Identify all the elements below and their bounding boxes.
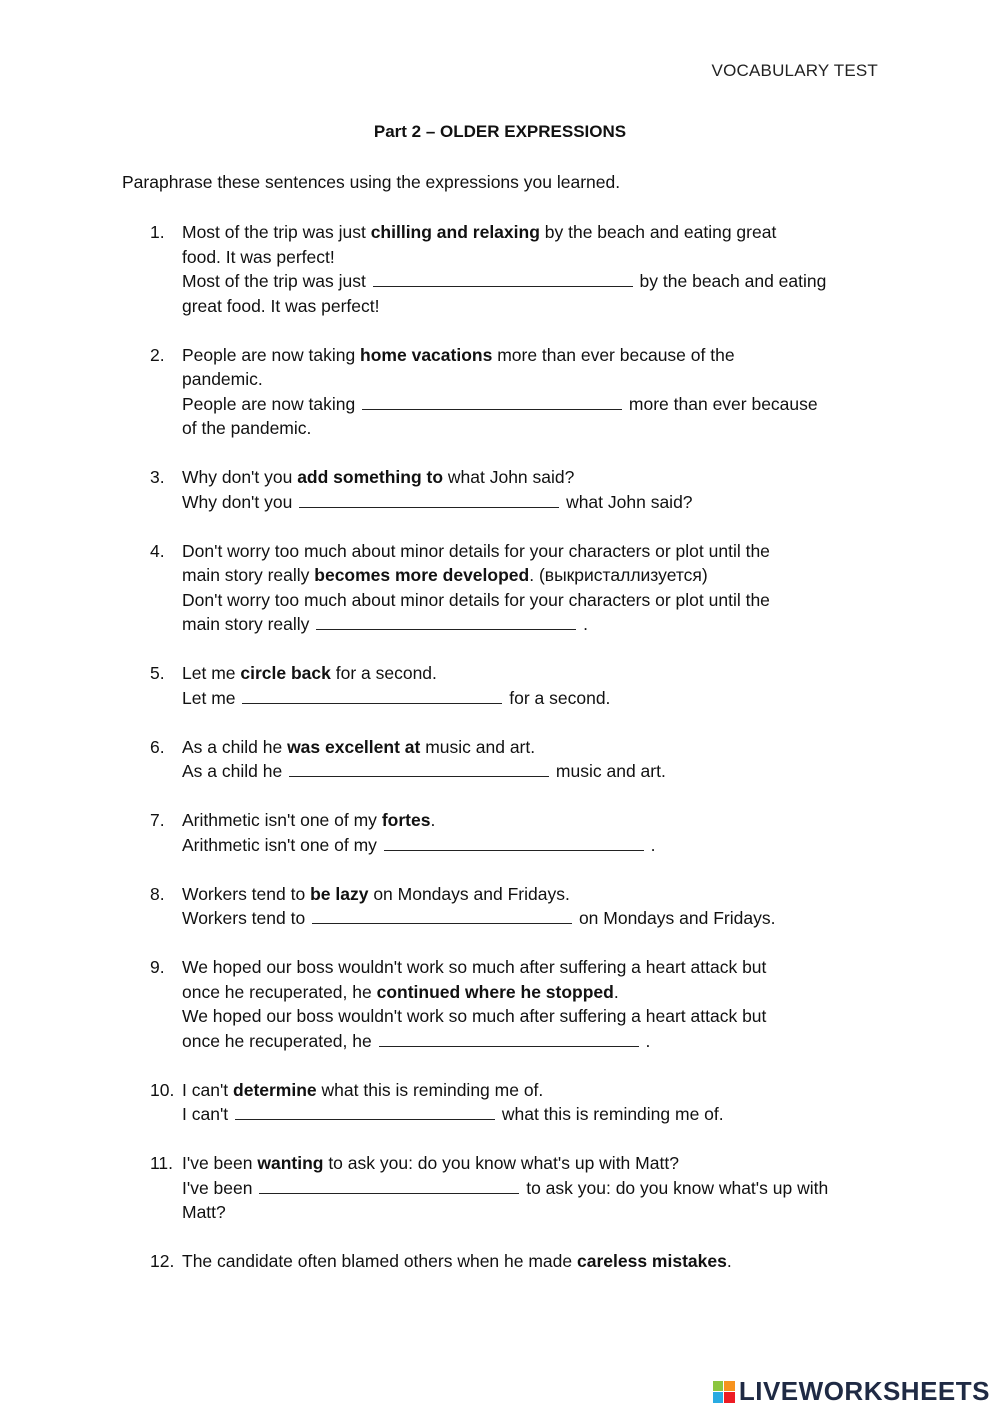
rewrite-text: Let me xyxy=(182,687,241,708)
rewrite-text: Matt? xyxy=(182,1202,226,1222)
original-text: . xyxy=(430,810,436,830)
rewrite-text: what John said? xyxy=(561,491,693,512)
rewrite-text: what this is reminding me of. xyxy=(497,1104,724,1124)
test-label: VOCABULARY TEST xyxy=(711,61,878,80)
instructions: Paraphrase these sentences using the expressions you learned. xyxy=(122,172,621,192)
rewrite-text: for a second. xyxy=(504,687,611,708)
answer-blank[interactable] xyxy=(316,612,576,630)
target-expression: careless mistakes xyxy=(576,1251,727,1271)
rewrite-text: of the pandemic. xyxy=(182,418,312,438)
answer-blank[interactable] xyxy=(384,833,644,851)
rewrite-text: Why don't you xyxy=(182,491,298,512)
logo-icon xyxy=(713,1381,735,1403)
question-item xyxy=(150,1249,890,1274)
question-number: 2. xyxy=(150,344,165,365)
target-expression: fortes xyxy=(381,810,431,830)
target-expression: circle back xyxy=(240,663,331,683)
target-expression: was excellent at xyxy=(287,736,421,757)
question-item xyxy=(150,539,890,637)
original-text: . xyxy=(613,981,619,1002)
question-number: 11. xyxy=(150,1153,174,1173)
rewrite-text: main story really xyxy=(182,614,315,634)
question-body xyxy=(182,465,890,514)
question-item xyxy=(150,465,890,514)
question-number: 1. xyxy=(150,222,165,242)
original-text: Arithmetic isn't one of my xyxy=(182,810,382,830)
rewrite-text: Don't worry too much about minor details for your characters or plot until the xyxy=(182,589,770,610)
answer-blank[interactable] xyxy=(235,1102,495,1120)
target-expression: wanting xyxy=(257,1153,324,1173)
original-text: on Mondays and Fridays. xyxy=(368,883,570,904)
question-number: 8. xyxy=(150,883,165,904)
answer-blank[interactable] xyxy=(242,686,502,704)
target-expression: home vacations xyxy=(360,344,493,365)
original-text: what this is reminding me of. xyxy=(316,1079,544,1100)
original-text: Most of the trip was just xyxy=(182,222,371,242)
question-item xyxy=(150,343,890,441)
question-body xyxy=(182,1078,890,1127)
question-body xyxy=(182,735,890,784)
target-expression: becomes more developed xyxy=(314,565,530,585)
rewrite-text: . xyxy=(640,1030,651,1051)
question-number: 4. xyxy=(150,540,165,561)
question-number: 7. xyxy=(150,810,165,830)
original-text: I've been xyxy=(182,1153,258,1173)
question-item xyxy=(150,955,890,1053)
original-text: I can't xyxy=(182,1079,234,1100)
original-text: pandemic. xyxy=(182,369,263,389)
question-number: 6. xyxy=(150,736,165,757)
rewrite-text: Most of the trip was just xyxy=(182,271,371,291)
target-expression: determine xyxy=(233,1079,317,1100)
original-text: to ask you: do you know what's up with Matt? xyxy=(323,1153,679,1173)
rewrite-text: I can't xyxy=(182,1104,234,1124)
rewrite-text: once he recuperated, he xyxy=(182,1030,377,1051)
original-text: Workers tend to xyxy=(182,883,311,904)
question-item xyxy=(150,808,890,857)
rewrite-text: to ask you: do you know what's up with xyxy=(521,1177,829,1198)
original-text: for a second. xyxy=(330,663,437,683)
target-expression: be lazy xyxy=(310,883,369,904)
original-text: . xyxy=(726,1251,732,1271)
answer-blank[interactable] xyxy=(289,759,549,777)
original-text: by the beach and eating great xyxy=(539,222,777,242)
original-text: music and art. xyxy=(420,736,536,757)
answer-blank[interactable] xyxy=(362,392,622,410)
original-text: As a child he xyxy=(182,736,288,757)
rewrite-text: by the beach and eating xyxy=(634,271,827,291)
question-body xyxy=(182,343,890,441)
target-expression: continued where he stopped xyxy=(376,981,614,1002)
original-text: . (выкристаллизуется) xyxy=(529,565,708,585)
question-body xyxy=(182,1151,890,1225)
question-number: 9. xyxy=(150,957,165,977)
liveworksheets-logo xyxy=(713,1376,990,1407)
question-body xyxy=(182,1249,890,1274)
original-text: once he recuperated, he xyxy=(182,981,377,1002)
question-body xyxy=(182,220,890,318)
original-text: what John said? xyxy=(443,467,575,487)
original-text: Why don't you xyxy=(182,467,298,487)
rewrite-text: Workers tend to xyxy=(182,908,311,928)
question-body xyxy=(182,955,890,1053)
question-item xyxy=(150,220,890,318)
question-number: 12. xyxy=(150,1251,175,1271)
original-text: The candidate often blamed others when he made xyxy=(182,1251,577,1271)
question-body xyxy=(182,661,890,710)
original-text: food. It was perfect! xyxy=(182,246,335,267)
question-item xyxy=(150,735,890,784)
answer-blank[interactable] xyxy=(299,490,559,508)
rewrite-text: music and art. xyxy=(551,761,666,781)
rewrite-text: People are now taking xyxy=(182,393,361,414)
target-expression: chilling and relaxing xyxy=(370,222,540,242)
question-body xyxy=(182,808,890,857)
question-item xyxy=(150,1151,890,1225)
question-body xyxy=(182,882,890,931)
original-text: People are now taking xyxy=(182,344,361,365)
rewrite-text: As a child he xyxy=(182,761,288,781)
answer-blank[interactable] xyxy=(379,1029,639,1047)
rewrite-text: great food. It was perfect! xyxy=(182,295,380,316)
rewrite-text: . xyxy=(645,834,656,855)
question-item xyxy=(150,1078,890,1127)
question-number: 3. xyxy=(150,467,165,487)
original-text: more than ever because of the xyxy=(492,344,735,365)
page-title: Part 2 – OLDER EXPRESSIONS xyxy=(373,122,627,141)
answer-blank[interactable] xyxy=(373,269,633,287)
answer-blank[interactable] xyxy=(259,1176,519,1194)
original-text: main story really xyxy=(182,565,315,585)
rewrite-text: I've been xyxy=(182,1177,258,1198)
question-body xyxy=(182,539,890,637)
original-text: Don't worry too much about minor details for your characters or plot until the xyxy=(182,540,770,561)
original-text: Let me xyxy=(182,663,241,683)
original-text: We hoped our boss wouldn't work so much after suffering a heart attack but xyxy=(182,957,767,977)
question-number: 10. xyxy=(150,1079,175,1100)
answer-blank[interactable] xyxy=(312,906,572,924)
rewrite-text: . xyxy=(578,614,588,634)
target-expression: add something to xyxy=(297,467,444,487)
question-number: 5. xyxy=(150,663,165,683)
rewrite-text: Arithmetic isn't one of my xyxy=(182,834,382,855)
rewrite-text: on Mondays and Fridays. xyxy=(574,908,776,928)
rewrite-text: more than ever because xyxy=(624,393,818,414)
question-item xyxy=(150,882,890,931)
question-list xyxy=(150,220,890,1298)
rewrite-text: We hoped our boss wouldn't work so much after suffering a heart attack but xyxy=(182,1006,767,1026)
question-item xyxy=(150,661,890,710)
logo-text: LIVEWORKSHEETS xyxy=(738,1376,990,1406)
